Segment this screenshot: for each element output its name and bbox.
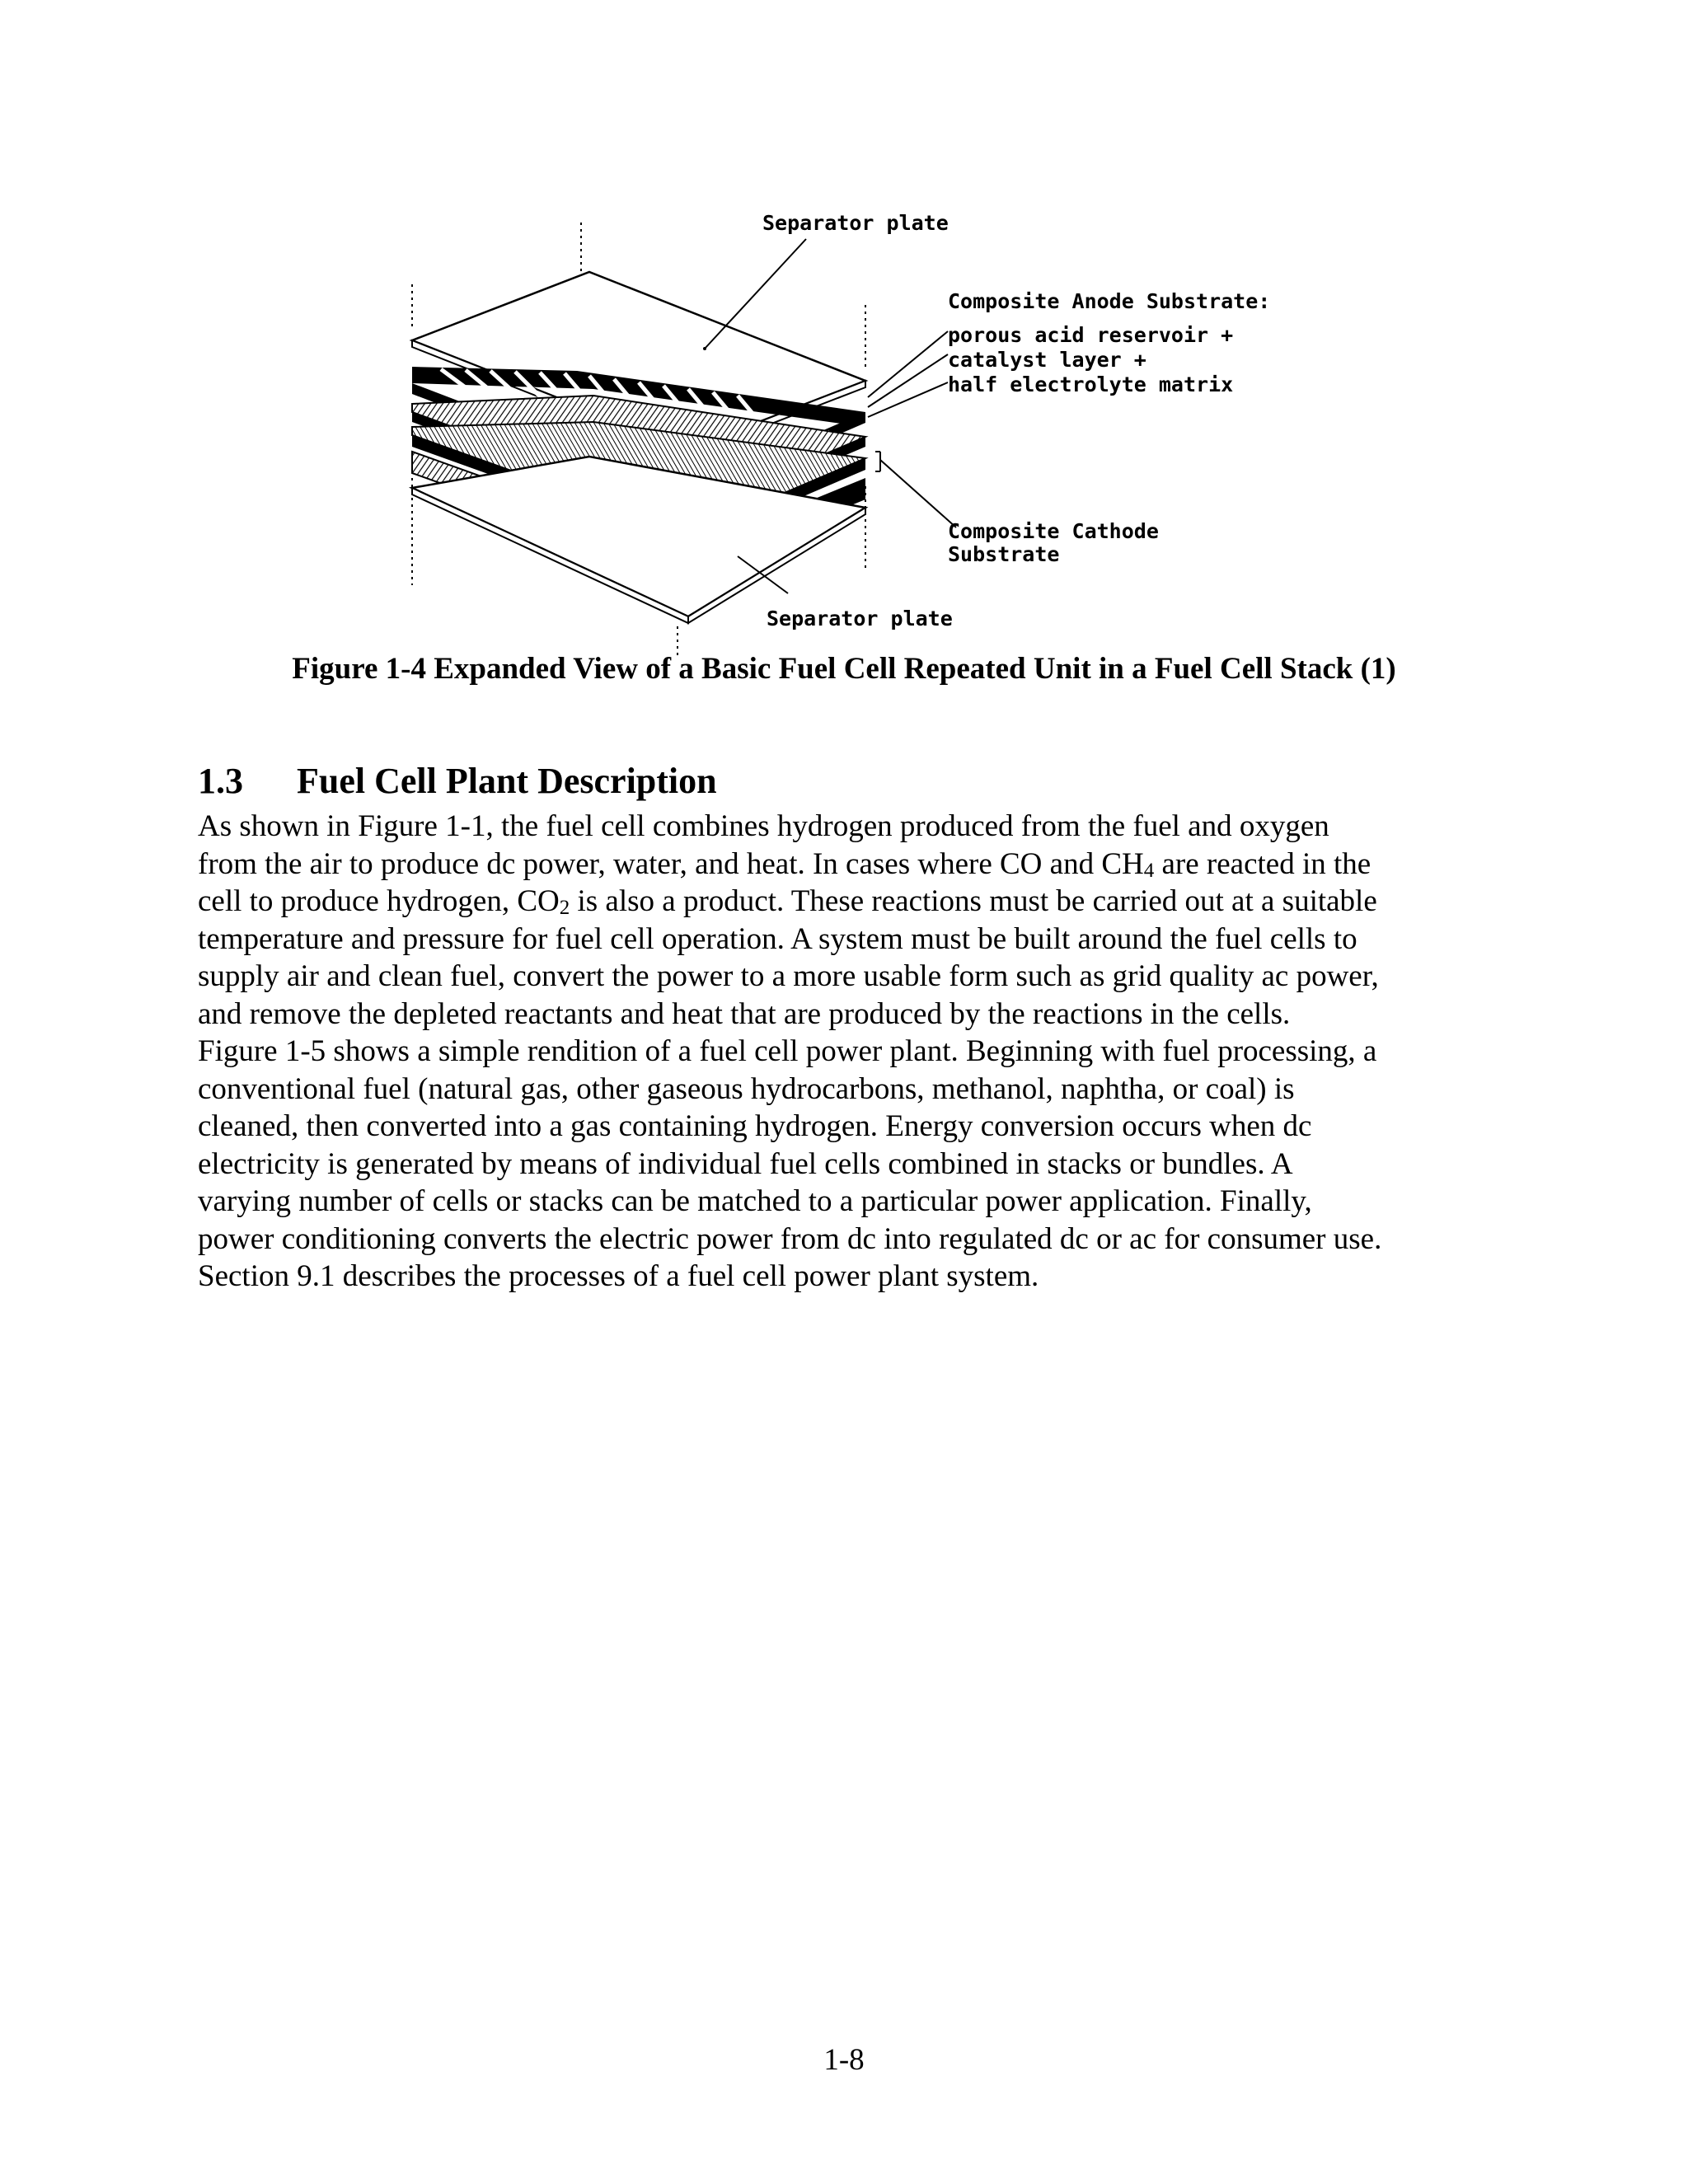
- paragraph-line: supply air and clean fuel, convert the power to a more usable form such as grid quality ac power,: [198, 959, 1379, 993]
- paragraph-line: conventional fuel (natural gas, other gaseous hydrocarbons, methanol, naphtha, or coal) is: [198, 1071, 1295, 1106]
- paragraph-line: electricity is generated by means of individual fuel cells combined in stacks or bundles. A: [198, 1146, 1293, 1181]
- paragraph-line: Section 9.1 describes the processes of a fuel cell power plant system.: [198, 1259, 1039, 1293]
- subscript: 4: [1143, 859, 1155, 882]
- figure-caption: Figure 1-4 Expanded View of a Basic Fuel Cell Repeated Unit in a Fuel Cell Stack (1): [292, 652, 1396, 686]
- paragraph-text: is also a product. These reactions must be carried out at a suitable: [570, 884, 1377, 918]
- body-paragraph: [198, 808, 1517, 1296]
- paragraph-line: Figure 1-5 shows a simple rendition of a fuel cell power plant. Beginning with fuel processing, a: [198, 1034, 1377, 1068]
- fuel-cell-figure: [387, 206, 1311, 659]
- paragraph-text: are reacted in the: [1154, 846, 1372, 881]
- subscript: 2: [559, 897, 570, 919]
- page-number: 1-8: [823, 2043, 865, 2077]
- section-title: Fuel Cell Plant Description: [297, 761, 717, 801]
- paragraph-line: power conditioning converts the electric power from dc into regulated dc or ac for consumer use.: [198, 1221, 1382, 1256]
- label-anode-line2: catalyst layer +: [948, 348, 1146, 372]
- paragraph-line: varying number of cells or stacks can be matched to a particular power application. Finally,: [198, 1184, 1312, 1218]
- label-composite-anode-title: Composite Anode Substrate:: [948, 289, 1271, 313]
- paragraph-line: [198, 846, 1517, 883]
- paragraph-line: cleaned, then converted into a gas containing hydrogen. Energy conversion occurs when dc: [198, 1109, 1312, 1143]
- fuel-cell-exploded-diagram: [387, 206, 1311, 659]
- paragraph-line: As shown in Figure 1-1, the fuel cell combines hydrogen produced from the fuel and oxygen: [198, 809, 1329, 843]
- paragraph-line: [198, 883, 1517, 921]
- paragraph-text: cell to produce hydrogen, CO: [198, 884, 560, 918]
- paragraph-line: temperature and pressure for fuel cell operation. A system must be built around the fuel cells to: [198, 921, 1357, 956]
- paragraph-line: and remove the depleted reactants and heat that are produced by the reactions in the cells.: [198, 996, 1291, 1031]
- label-separator-plate-top: Separator plate: [762, 211, 949, 235]
- label-anode-line1: porous acid reservoir +: [948, 323, 1234, 347]
- label-anode-line3: half electrolyte matrix: [948, 373, 1234, 396]
- paragraph-text: from the air to produce dc power, water, and heat. In cases where CO and CH: [198, 846, 1144, 881]
- section-number: 1.3: [198, 761, 243, 801]
- label-separator-plate-bottom: Separator plate: [767, 607, 953, 630]
- label-composite-cathode-line2: Substrate: [948, 542, 1060, 566]
- label-composite-cathode-line1: Composite Cathode: [948, 519, 1159, 543]
- section-heading: [198, 760, 717, 803]
